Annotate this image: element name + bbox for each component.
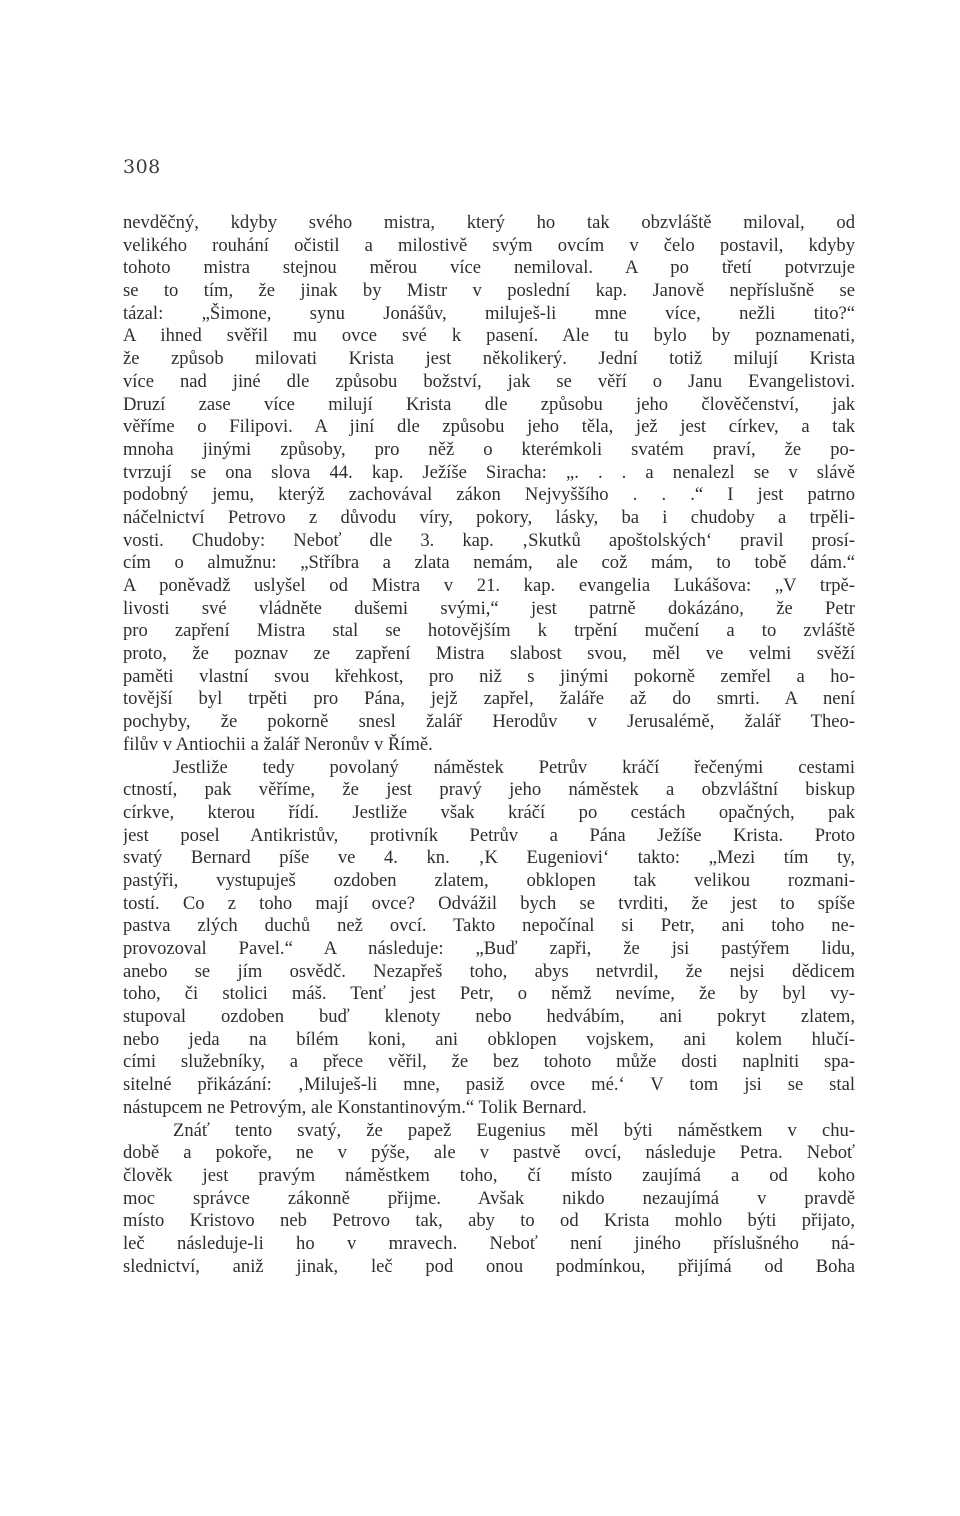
text-line: leč následuje-li ho v mravech. Neboť není jiného příslušného ná- — [123, 1232, 855, 1254]
text-line: A poněvadž uslyšel od Mistra v 21. kap. evangelia Lukášova: „V trpě- — [123, 575, 855, 596]
text-line: se to tím, že jinak by Mistr v poslední kap. Janově nepříslušně se — [123, 280, 855, 302]
text-line: sitelné přikázání: ‚Miluješ-li mne, pasiž ovce mé.‘ V tom jsi se stal — [123, 1074, 855, 1096]
text-line: Druzí zase více milují Krista dle způsobu jeho člověčenství, jak — [123, 393, 855, 415]
text-line: ctností, pak věříme, že jest pravý jeho náměstek a obzvláštní biskup — [123, 779, 855, 801]
text-line: Znáť tento svatý, že papež Eugenius měl býti náměstkem v chu- — [173, 1119, 855, 1141]
text-line: Jestliže tedy povolaný náměstek Petrův kráčí řečenými cestami — [173, 756, 855, 778]
text-line: nevděčný, kdyby svého mistra, který ho tak obzvláště miloval, od — [123, 212, 855, 233]
text-line: velikého rouhání očistil a milostivě svým ovcím v čelo postavil, kdyby — [123, 234, 855, 256]
text-line: jest posel Antikristův, protivník Petrův a Pána Ježíše Krista. Proto — [123, 824, 855, 846]
text-line: tohoto mistra stejnou měrou více nemiloval. A po třetí potvrzuje — [123, 257, 855, 279]
text-line: proto, že poznav ze zapření Mistra slabost svou, měl ve velmi svěží — [123, 643, 855, 665]
text-line: anebo se jím osvědč. Nezapřeš toho, abys netvrdil, že nejsi dědicem — [123, 960, 855, 982]
text-line: A ihned svěřil mu ovce své k pasení. Ale tu bylo by poznamenati, — [123, 325, 855, 347]
text-line: tvrzují se ona slova 44. kap. Ježíše Siracha: „. . . a nenalezl se v slávě — [123, 461, 855, 483]
text-line: mnoha jinými způsoby, pro něž o kterémkoli svatém praví, že po- — [123, 438, 855, 460]
text-line: místo Kristovo neb Petrovo tak, aby to od Krista mohlo býti přijato, — [123, 1210, 855, 1232]
text-line: pastva zlých duchů než ovcí. Takto nepočínal si Petr, ani toho ne- — [123, 915, 855, 937]
text-line: toho, či stolici máš. Tenť jest Petr, o němž nevíme, že by byl vy- — [123, 983, 855, 1005]
text-line: člověk jest pravým náměstkem toho, čí místo zaujímá a od koho — [123, 1164, 855, 1186]
page-number: 308 — [123, 156, 161, 178]
text-line: cím o almužnu: „Stříbra a zlata nemám, ale což mám, to tobě dám.“ — [123, 552, 855, 574]
text-line: tázal: „Šimone, synu Jonášův, miluješ-li mne více, nežli tito?“ — [123, 302, 855, 324]
text-line: nebo jeda na bílém koni, ani obklopen vojskem, ani kolem hlučí- — [123, 1028, 855, 1050]
text-line: pochyby, že pokorně snesl žalář Herodův v Jerusalémě, žalář Theo- — [123, 711, 855, 733]
text-line: filův v Antiochii a žalář Neronův v Římě. — [123, 733, 433, 755]
text-line: době a pokoře, ne v pýše, ale v pastvě ovcí, následuje Petra. Neboť — [123, 1142, 855, 1164]
text-line: vosti. Chudoby: Neboť dle 3. kap. ‚Skutků apoštolských‘ pravil prosí- — [123, 529, 855, 551]
text-line: pastýři, vystupuješ ozdoben zlatem, obklopen tak velikou rozmani- — [123, 869, 855, 891]
text-line: náčelnictví Petrovo z důvodu víry, pokory, lásky, ba i chudoby a trpěli- — [123, 506, 855, 528]
text-line: stupoval ozdoben buď klenoty nebo hedvábím, ani pokryt zlatem, — [123, 1006, 855, 1028]
text-line: že způsob milovati Krista jest několikerý. Jední totiž milují Krista — [123, 348, 855, 370]
text-line: věříme o Filipovi. A jiní dle způsobu jeho těla, jež jest církev, a tak — [123, 416, 855, 438]
text-line: svatý Bernard píše ve 4. kn. ‚K Eugeniovi‘ takto: „Mezi tím ty, — [123, 847, 855, 869]
text-line: církve, kterou řídí. Jestliže však kráčí po cestách opačných, pak — [123, 801, 855, 823]
text-line: více nad jiné dle způsobu božství, jak se věří o Janu Evangelistovi. — [123, 370, 855, 392]
text-line: nástupcem ne Petrovým, ale Konstantinovým.“ Tolik Bernard. — [123, 1096, 587, 1118]
text-line: podobný jemu, kterýž zachovával zákon Nejvyššího . . .“ I jest patrno — [123, 484, 855, 506]
body-text — [123, 212, 855, 1278]
text-line: livosti své vládněte dušemi svými,“ jest patrně dokázáno, že Petr — [123, 597, 855, 619]
text-line: moc správce zákonně přijme. Avšak nikdo nezaujímá v pravdě — [123, 1187, 855, 1209]
text-line: paměti vlastní svou křehkost, pro niž s jinými pokorně zemřel a ho- — [123, 665, 855, 687]
text-line: tostí. Co z toho mají ovce? Odvážil bych se tvrditi, že jest to spíše — [123, 892, 855, 914]
text-line: tovější byl trpěti pro Pána, jejž zapřel, žaláře až do smrti. A není — [123, 688, 855, 710]
text-line: slednictví, aniž jinak, leč pod onou podmínkou, přijímá od Boha — [123, 1255, 855, 1277]
text-line: provozoval Pavel.“ A následuje: „Buď zapři, že jsi pastýřem lidu, — [123, 938, 855, 959]
text-line: cími služebníky, a přece věřil, že bez tohoto může dosti naplniti spa- — [123, 1051, 855, 1073]
text-line: pro zapření Mistra stal se hotovějším k trpění mučení a to zvláště — [123, 620, 855, 642]
